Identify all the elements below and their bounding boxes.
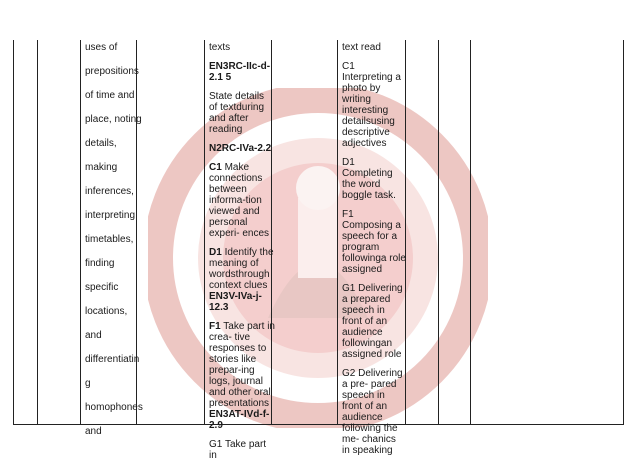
- objective-c1: [209, 162, 275, 239]
- objective-d1: [209, 247, 275, 291]
- cell-text: uses of: [85, 42, 118, 53]
- table-border: [80, 40, 81, 424]
- cell-text: prepositions: [85, 66, 139, 77]
- cell-text: timetables,: [85, 234, 134, 245]
- activity-text: G1 Delivering a prepared speech in front of an audience followingan assigned role: [342, 283, 403, 360]
- cell-text: differentiatin: [85, 354, 140, 365]
- cell-text: g: [85, 378, 91, 389]
- cell-text: details,: [85, 138, 117, 149]
- activity-text: C1 Interpreting a photo by writing interesting detailsusing descriptive adjectives: [342, 61, 401, 149]
- table-border: [470, 40, 471, 424]
- competency-code: N2RC-IVa-2.2: [209, 143, 272, 154]
- objective-tag: F1: [209, 321, 221, 332]
- cell-text: specific: [85, 282, 119, 293]
- activity-text: F1 Composing a speech for a program followinga role assigned: [342, 209, 406, 275]
- activity-text: G2 Delivering a pre- pared speech in front of an audience following the me- chanics in speaking: [342, 368, 403, 456]
- objective-f1: [209, 321, 275, 409]
- activity-text: D1 Completing the word boggle task.: [342, 157, 396, 201]
- objectives-column: [209, 42, 275, 469]
- cell-text: and: [85, 330, 102, 341]
- competency-code: EN3V-IVa-j-12.3: [209, 291, 262, 313]
- competency-column: [85, 42, 155, 450]
- cell-text: interpreting: [85, 210, 136, 221]
- cell-text: of time and: [85, 90, 135, 101]
- cell-text: place, noting: [85, 114, 142, 125]
- table-border: [13, 40, 14, 424]
- cell-text: text read: [342, 42, 381, 53]
- objective-tag: D1: [209, 247, 222, 258]
- competency-code: EN3AT-IVd-f-2.9: [209, 409, 270, 431]
- table-border: [37, 40, 38, 424]
- cell-text: and: [85, 426, 102, 437]
- cell-text: inferences,: [85, 186, 134, 197]
- table-border: [204, 40, 205, 424]
- objective-tag: C1: [209, 162, 222, 173]
- competency-code: EN3RC-IIc-d-2.1 5: [209, 61, 271, 83]
- activities-column: [342, 42, 406, 464]
- table-border: [337, 40, 338, 424]
- cell-text: G1 Take part in: [209, 439, 267, 461]
- cell-text: homophones: [85, 402, 143, 413]
- cell-text: locations,: [85, 306, 128, 317]
- cell-text: making: [85, 162, 118, 173]
- cell-text: Make connections between informa-tion viewed and personal experi- ences: [209, 162, 270, 239]
- cell-text: texts: [209, 42, 231, 53]
- cell-text: Identify the meaning of wordsthrough context clues: [209, 247, 274, 291]
- table-border: [438, 40, 439, 424]
- table-border: [623, 40, 624, 424]
- cell-text: State details of textduring and after reading: [209, 91, 265, 135]
- cell-text: Take part in crea- tive responses to stories like prepar-ing logs, journal and other oral presentations: [209, 321, 275, 409]
- cell-text: finding: [85, 258, 115, 269]
